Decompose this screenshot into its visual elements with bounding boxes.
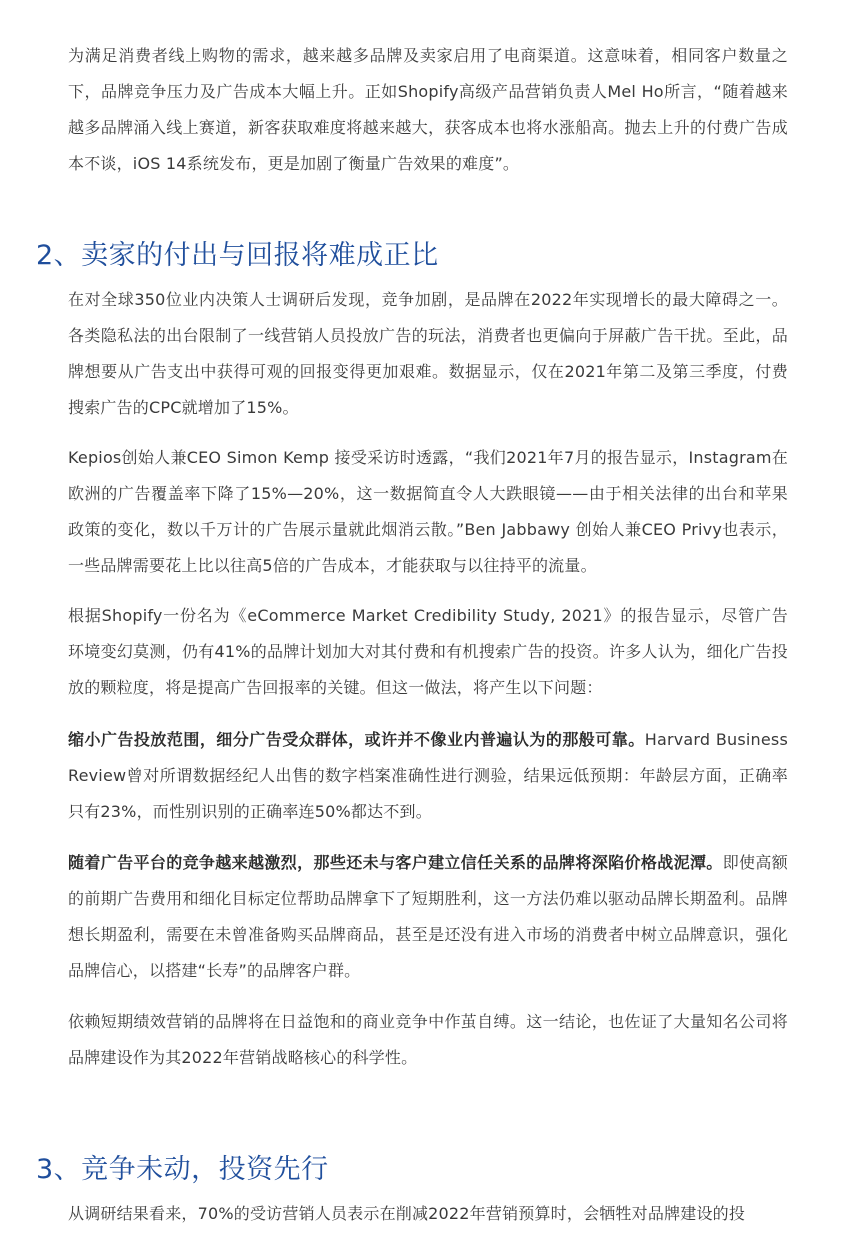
paragraph-text: 为满足消费者线上购物的需求，越来越多品牌及卖家启用了电商渠道。这意味着，相同客户数量之下，品牌竞争压力及广告成本大幅上升。正如Shopify高级产品营销负责人Mel Ho所言，“随着越来越多品牌涌入线上赛道，新客获取难度将越来越大，获客成本也将水涨船高。抛去上升的付费广告成本不谈，iOS 14系统发布，更是加剧了衡量广告效果的难度”。	[68, 46, 788, 173]
bold-lead-sentence: 随着广告平台的竞争越来越激烈，那些还未与客户建立信任关系的品牌将深陷价格战泥潭。	[68, 853, 723, 872]
section-heading-3: 3、竞争未动，投资先行	[36, 1154, 329, 1185]
paragraph-text: Harvard Business Review曾对所谓数据经纪人出售的数字档案准确性进行测验，结果远低预期：年龄层方面，正确率只有23%，而性别识别的正确率连50%都达不到。	[68, 730, 788, 821]
paragraph-targeting-issue	[68, 722, 788, 830]
paragraph-shopify-report	[68, 598, 788, 706]
paragraph-text: 根据Shopify一份名为《eCommerce Market Credibility Study, 2021》的报告显示，尽管广告环境变幻莫测，仍有41%的品牌计划加大对其付费和有机搜索广告的投资。许多人认为，细化广告投放的颗粒度，将是提高广告回报率的关键。但这一做法，将产生以下问题：	[68, 606, 788, 697]
section-heading-2: 2、卖家的付出与回报将难成正比	[36, 240, 439, 271]
paragraph-kepios-quote	[68, 440, 788, 584]
paragraph-text: 在对全球350位业内决策人士调研后发现，竞争加剧，是品牌在2022年实现增长的最大障碍之一。各类隐私法的出台限制了一线营销人员投放广告的玩法，消费者也更偏向于屏蔽广告干扰。至此，品牌想要从广告支出中获得可观的回报变得更加艰难。数据显示，仅在2021年第二及第三季度，付费搜索广告的CPC就增加了15%。	[68, 290, 788, 417]
paragraph-text: 从调研结果看来，70%的受访营销人员表示在削减2022年营销预算时，会牺牲对品牌建设的投	[68, 1204, 746, 1223]
paragraph-text: Kepios创始人兼CEO Simon Kemp 接受采访时透露，“我们2021年7月的报告显示，Instagram在欧洲的广告覆盖率下降了15%—20%，这一数据简直令人大跌眼镜——由于相关法律的出台和苹果政策的变化，数以千万计的广告展示量就此烟消云散。”Ben Jabbawy 创始人兼CEO Privy也表示，一些品牌需要花上比以往高5倍的广告成本，才能获取与以往持平的流量。	[68, 448, 788, 575]
paragraph-text: 依赖短期绩效营销的品牌将在日益饱和的商业竞争中作茧自缚。这一结论，也佐证了大量知名公司将品牌建设作为其2022年营销战略核心的科学性。	[68, 1012, 788, 1067]
bold-lead-sentence: 缩小广告投放范围，细分广告受众群体，或许并不像业内普遍认为的那般可靠。	[68, 730, 645, 749]
paragraph-conclusion	[68, 1004, 788, 1076]
paragraph-ecommerce-competition	[68, 38, 788, 182]
paragraph-survey-findings	[68, 282, 788, 426]
paragraph-survey-results	[68, 1196, 788, 1232]
paragraph-text: 即使高额的前期广告费用和细化目标定位帮助品牌拿下了短期胜利，这一方法仍难以驱动品牌长期盈利。品牌想长期盈利，需要在未曾准备购买品牌商品，甚至是还没有进入市场的消费者中树立品牌意识，强化品牌信心，以搭建“长寿”的品牌客户群。	[68, 853, 788, 980]
paragraph-price-war-issue	[68, 845, 788, 989]
